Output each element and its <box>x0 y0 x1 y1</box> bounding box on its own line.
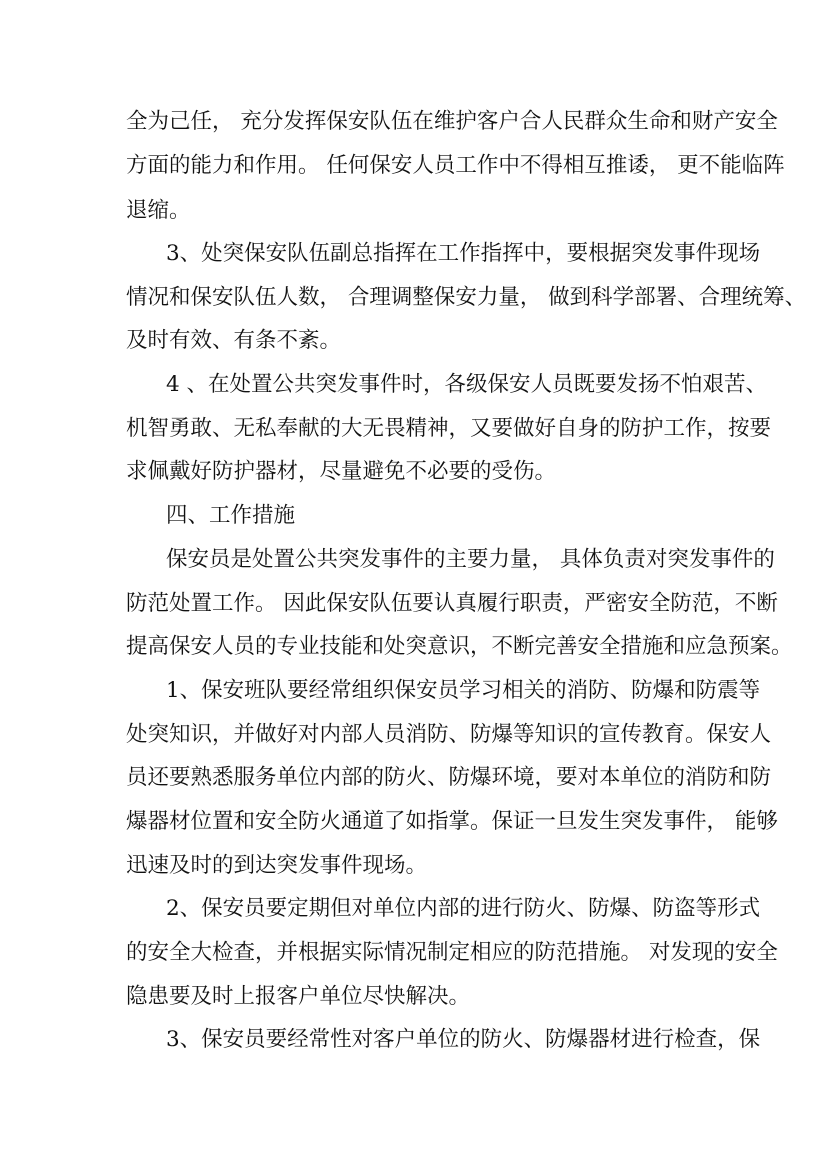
section-heading: 四、工作措施 <box>166 503 296 528</box>
body-text-line: 求佩戴好防护器材，尽量避免不必要的受伤。 <box>126 459 557 484</box>
body-text-line: 保安员是处置公共突发事件的主要力量， 具体负责对突发事件的 <box>166 547 775 572</box>
body-text-line: 提高保安人员的专业技能和处突意识，不断完善安全措施和应急预案。 <box>126 634 793 659</box>
body-text-line: 防范处置工作。 因此保安队伍要认真履行职责，严密安全防范，不断 <box>126 591 778 616</box>
body-text-line: 隐患要及时上报客户单位尽快解决。 <box>126 984 471 1009</box>
list-item-4: 4 、在处置公共突发事件时，各级保安人员既要发扬不怕艰苦、 <box>166 372 768 397</box>
body-text-line: 处突知识，并做好对内部人员消防、防爆等知识的宣传教育。保安人 <box>126 722 772 747</box>
list-item-1: 1、保安班队要经常组织保安员学习相关的消防、防爆和防震等 <box>166 678 761 703</box>
body-text-line: 情况和保安队伍人数， 合理调整保安力量， 做到科学部署、合理统筹、 <box>126 285 807 310</box>
body-text-line: 迅速及时的到达突发事件现场。 <box>126 853 428 878</box>
body-text-line: 的安全大检查，并根据实际情况制定相应的防范措施。 对发现的安全 <box>126 940 778 965</box>
body-text-line: 员还要熟悉服务单位内部的防火、防爆环境，要对本单位的消防和防 <box>126 765 772 790</box>
body-text-line: 全为己任， 充分发挥保安队伍在维护客户合人民群众生命和财产安全 <box>126 109 778 134</box>
body-text-line: 方面的能力和作用。 任何保安人员工作中不得相互推诿， 更不能临阵 <box>126 153 785 178</box>
list-item-3b: 3、保安员要经常性对客户单位的防火、防爆器材进行检查，保 <box>166 1027 761 1052</box>
list-item-2: 2、保安员要定期但对单位内部的进行防火、防爆、防盗等形式 <box>166 896 761 921</box>
body-text-line: 爆器材位置和安全防火通道了如指掌。保证一旦发生突发事件， 能够 <box>126 809 778 834</box>
list-item-3: 3、处突保安队伍副总指挥在工作指挥中，要根据突发事件现场 <box>166 241 761 266</box>
body-text-line: 及时有效、有条不紊。 <box>126 328 342 353</box>
body-text-line: 退缩。 <box>126 198 191 223</box>
body-text-line: 机智勇敢、无私奉献的大无畏精神，又要做好自身的防护工作，按要 <box>126 416 772 441</box>
